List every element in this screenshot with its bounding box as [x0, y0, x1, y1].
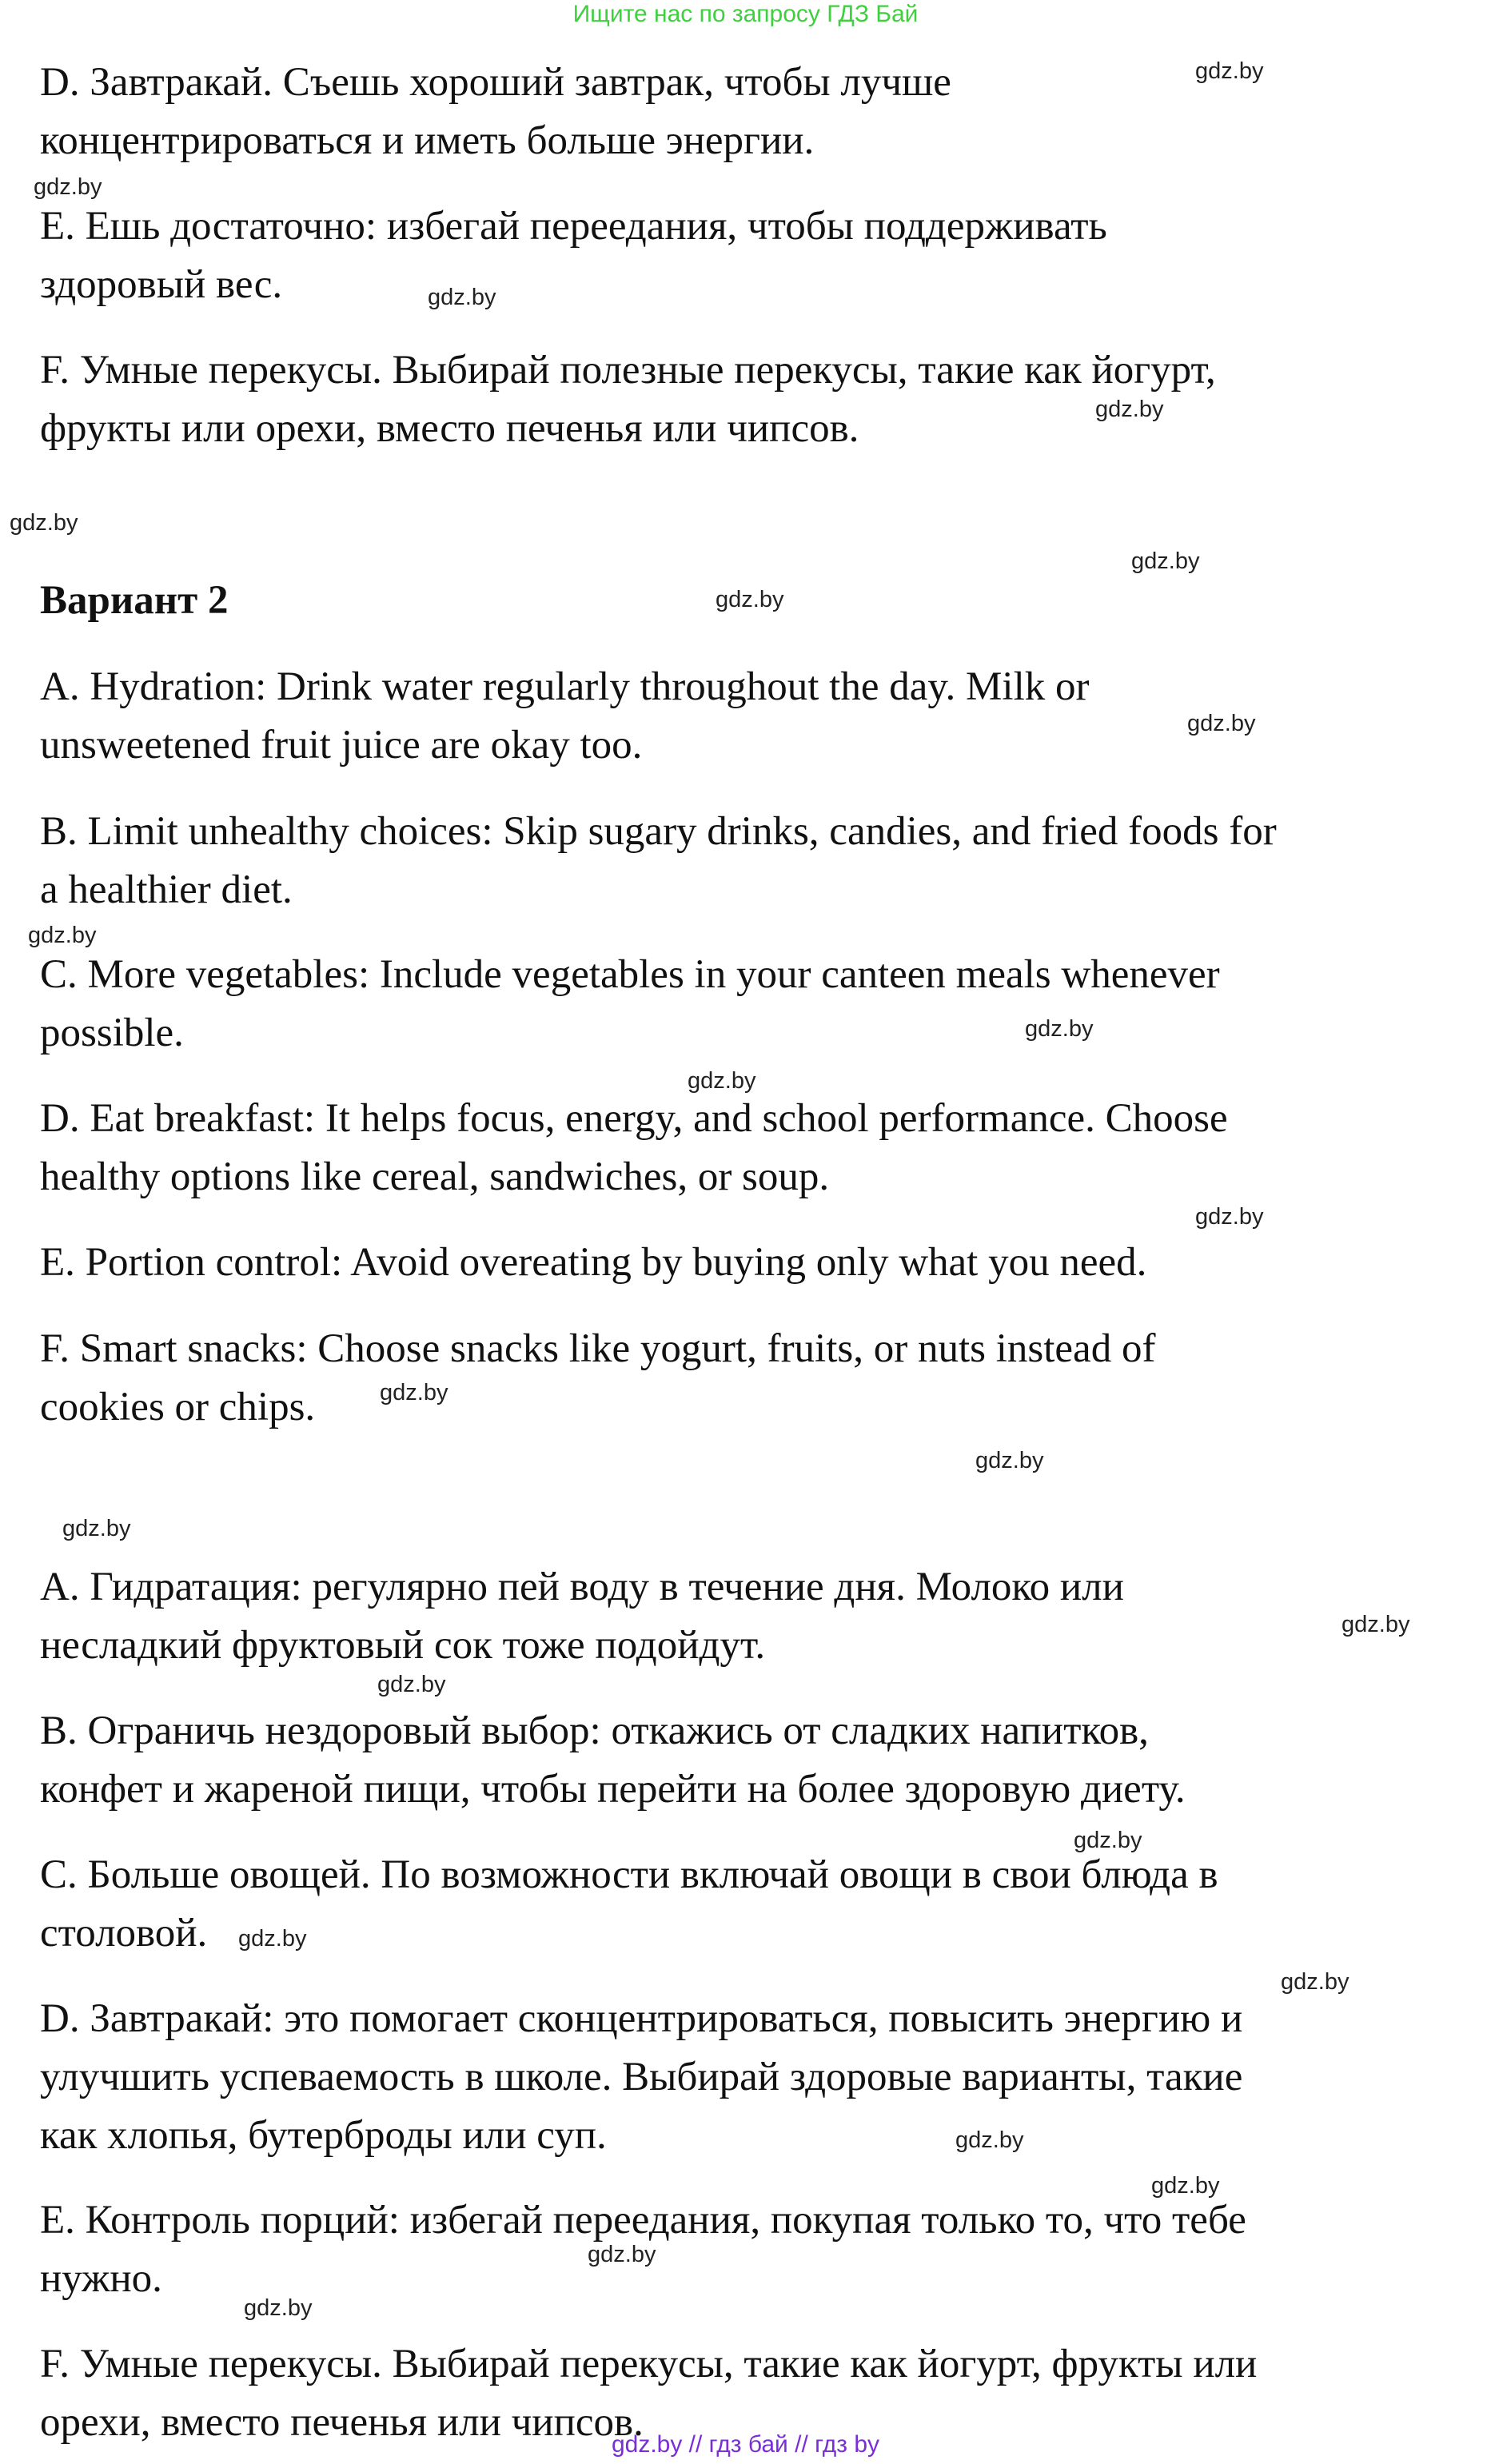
ru-item-d-line3: как хлопья, бутерброды или суп. [40, 2113, 607, 2158]
s1-item-d-line2: концентрироваться и иметь больше энергии. [40, 118, 815, 163]
watermark: gdz.by [1074, 1828, 1142, 1853]
ru-item-a [40, 1558, 1479, 1675]
en-item-c [40, 946, 1479, 1063]
en-item-a-line1: A. Hydration: Drink water regularly throughout the day. Milk or [40, 664, 1090, 709]
en-item-b-line2: a healthier diet. [40, 867, 293, 912]
watermark: gdz.by [1342, 1612, 1410, 1637]
ru-item-d-line2: улучшить успеваемость в школе. Выбирай здоровые варианты, такие [40, 2055, 1243, 2099]
ru-item-c-line2: столовой. [40, 1911, 208, 1956]
ru-item-e-line1: E. Контроль порций: избегай переедания, покупая только то, что тебе [40, 2198, 1246, 2243]
watermark: gdz.by [1025, 1016, 1094, 1042]
en-item-e-line1: E. Portion control: Avoid overeating by buying only what you need. [40, 1240, 1147, 1285]
watermark: gdz.by [955, 2127, 1024, 2153]
s1-item-e [40, 197, 1479, 314]
watermark: gdz.by [688, 1068, 756, 1094]
watermark: gdz.by [380, 1380, 448, 1405]
watermark: gdz.by [1095, 397, 1164, 422]
en-item-c-line1: C. More vegetables: Include vegetables in your canteen meals whenever [40, 952, 1220, 997]
en-item-d-line2: healthy options like cereal, sandwiches, or soup. [40, 1154, 830, 1199]
watermark: gdz.by [34, 174, 102, 200]
watermark: gdz.by [377, 1672, 446, 1697]
watermark: gdz.by [1281, 1969, 1349, 1995]
watermark: gdz.by [1187, 711, 1256, 736]
s1-item-d-line1: D. Завтракай. Съешь хороший завтрак, чтобы лучше [40, 60, 951, 105]
ru-item-e [40, 2191, 1479, 2308]
watermark: gdz.by [1195, 1204, 1264, 1230]
watermark: gdz.by [244, 2295, 313, 2321]
watermark: gdz.by [1151, 2173, 1220, 2199]
ru-item-a-line1: A. Гидратация: регулярно пей воду в течение дня. Молоко или [40, 1565, 1124, 1609]
watermark: gdz.by [716, 587, 784, 612]
watermark: gdz.by [238, 1926, 307, 1952]
ru-item-b-line1: B. Ограничь нездоровый выбор: откажись от сладких напитков, [40, 1708, 1149, 1753]
ru-item-f-line2: орехи, вместо печенья или чипсов. [40, 2400, 644, 2445]
en-item-c-line2: possible. [40, 1011, 184, 1055]
en-item-d-line1: D. Eat breakfast: It helps focus, energy, and school performance. Choose [40, 1096, 1228, 1141]
ru-item-b [40, 1702, 1479, 1819]
ru-item-c-line1: C. Больше овощей. По возможности включай овощи в свои блюда в [40, 1852, 1218, 1897]
ru-item-b-line2: конфет и жареной пищи, чтобы перейти на более здоровую диету. [40, 1767, 1186, 1812]
s1-item-f-line1: F. Умные перекусы. Выбирай полезные перекусы, такие как йогурт, [40, 348, 1216, 393]
en-item-e [40, 1234, 1479, 1292]
en-item-b-line1: B. Limit unhealthy choices: Skip sugary drinks, candies, and fried foods for [40, 809, 1277, 854]
ru-item-f-line1: F. Умные перекусы. Выбирай перекусы, такие как йогурт, фрукты или [40, 2342, 1258, 2386]
ru-item-d [40, 1990, 1479, 2165]
s1-item-e-line2: здоровый вес. [40, 262, 283, 307]
en-item-a [40, 658, 1479, 775]
watermark: gdz.by [28, 923, 97, 948]
ru-item-a-line2: несладкий фруктовый сок тоже подойдут. [40, 1623, 766, 1668]
top-banner-link[interactable]: Ищите нас по запросу ГДЗ Бай [572, 1, 919, 27]
en-item-f-line2: cookies or chips. [40, 1385, 316, 1429]
en-item-f-line1: F. Smart snacks: Choose snacks like yogurt, fruits, or nuts instead of [40, 1326, 1156, 1371]
watermark: gdz.by [62, 1516, 131, 1541]
watermark: gdz.by [1195, 58, 1264, 84]
en-item-d [40, 1090, 1479, 1206]
en-item-f [40, 1320, 1479, 1437]
watermark: gdz.by [588, 2242, 656, 2267]
ru-item-e-line2: нужно. [40, 2256, 162, 2301]
s1-item-f [40, 341, 1479, 458]
ru-item-d-line1: D. Завтракай: это помогает сконцентрироваться, повысить энергию и [40, 1996, 1243, 2041]
watermark: gdz.by [428, 285, 496, 310]
footer-links[interactable]: gdz.by // гдз бай // гдз by [611, 2431, 880, 2458]
en-item-b [40, 803, 1479, 919]
variant-heading: Вариант 2 [40, 578, 229, 623]
en-item-a-line2: unsweetened fruit juice are okay too. [40, 723, 643, 768]
watermark: gdz.by [1131, 548, 1200, 574]
s1-item-f-line2: фрукты или орехи, вместо печенья или чипсов. [40, 406, 859, 451]
s1-item-e-line1: E. Ешь достаточно: избегай переедания, чтобы поддерживать [40, 204, 1107, 249]
watermark: gdz.by [975, 1448, 1044, 1473]
watermark: gdz.by [10, 510, 78, 536]
